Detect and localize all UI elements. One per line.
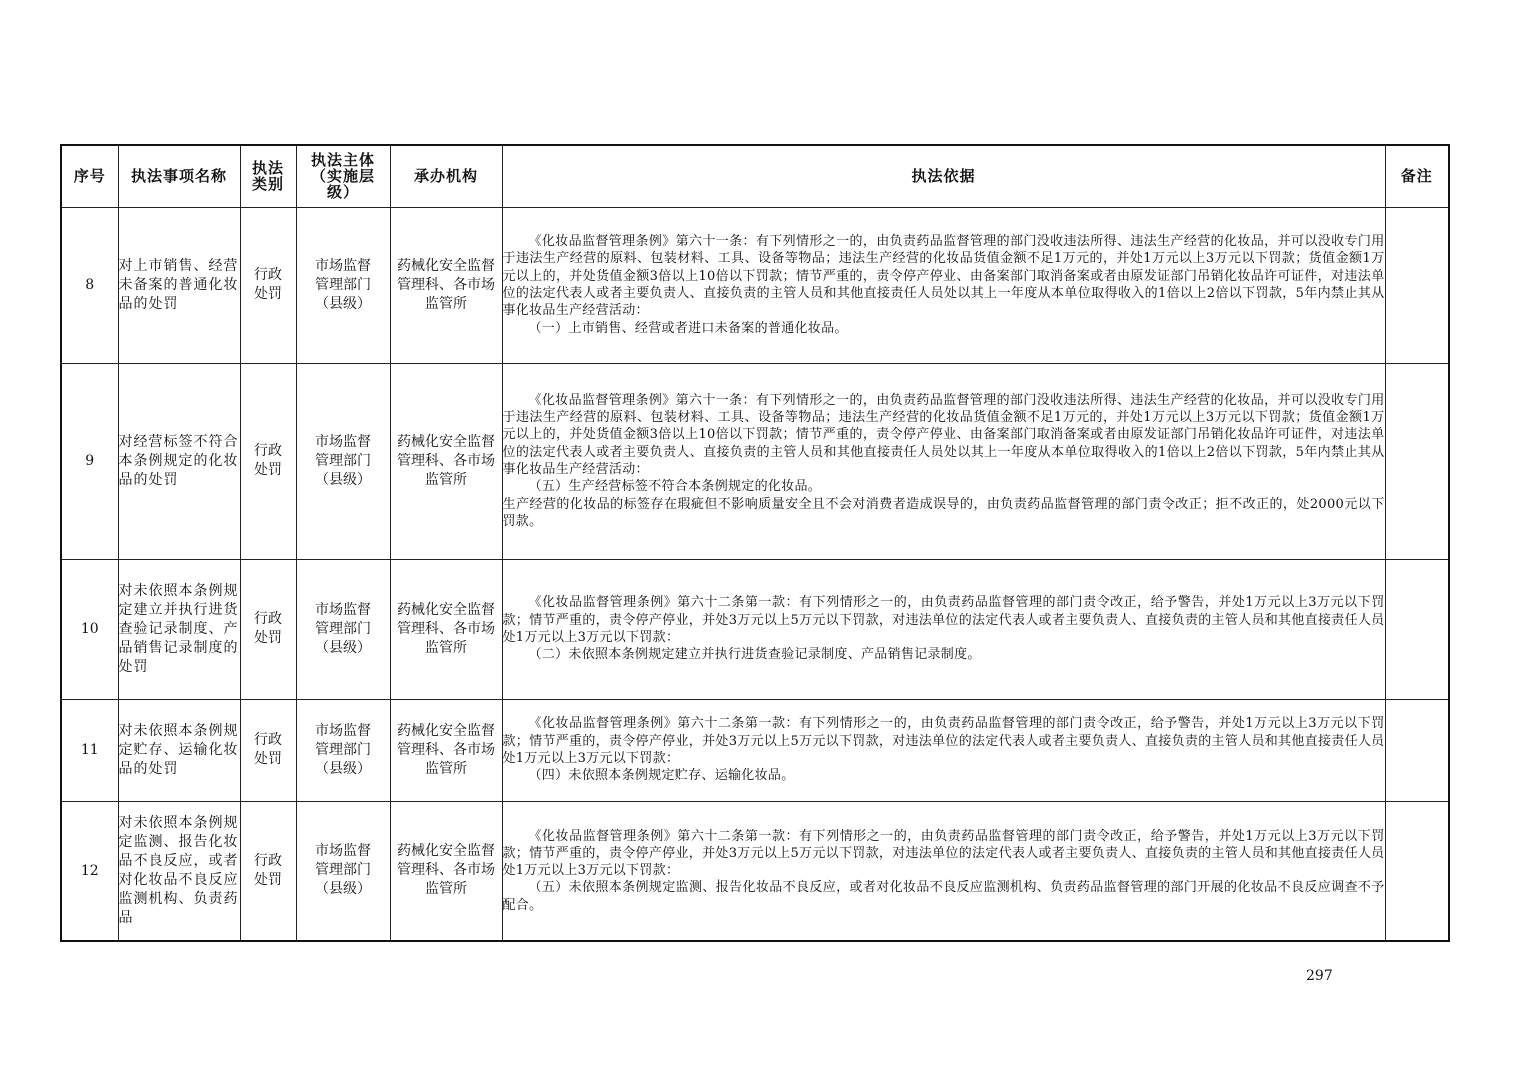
row-agency: 药械化安全监督管理科、各市场监管所: [390, 363, 502, 559]
table-row: [61, 559, 1449, 699]
row-basis: [502, 207, 1385, 363]
header-subject: 执法主体（实施层级）: [296, 145, 390, 207]
basis-paragraph: 《化妆品监督管理条例》第六十二条第一款：有下列情形之一的，由负责药品监督管理的部门责令改正，给予警告，并处1万元以上3万元以下罚款；情节严重的，责令停产停业，并处3万元以上5万元以下罚款，对违法单位的法定代表人或者主要负责人、直接负责的主管人员和其他直接责任人员处1万元以上3万元以下罚款：: [502, 828, 1385, 879]
row-basis: [502, 699, 1385, 801]
row-item-name: 对未依照本条例规定建立并执行进货查验记录制度、产品销售记录制度的处罚: [118, 559, 240, 699]
row-item-name: 对未依照本条例规定监测、报告化妆品不良反应，或者对化妆品不良反应监测机构、负责药品: [118, 801, 240, 941]
row-item-name: 对未依照本条例规定贮存、运输化妆品的处罚: [118, 699, 240, 801]
page-number: 297: [1306, 968, 1333, 984]
row-seq: 8: [61, 207, 118, 363]
row-agency: 药械化安全监督管理科、各市场监管所: [390, 207, 502, 363]
basis-paragraph: （五）未依照本条例规定监测、报告化妆品不良反应，或者对化妆品不良反应监测机构、负责药品监督管理的部门开展的化妆品不良反应调查不予配合。: [502, 880, 1385, 913]
header-name: 执法事项名称: [118, 145, 240, 207]
row-seq: 12: [61, 801, 118, 941]
basis-paragraph: （五）生产经营标签不符合本条例规定的化妆品。: [528, 479, 822, 495]
row-subject: 市场监督管理部门（县级）: [296, 363, 390, 559]
row-seq: 10: [61, 559, 118, 699]
row-agency: 药械化安全监督管理科、各市场监管所: [390, 559, 502, 699]
row-remarks: [1385, 801, 1449, 941]
basis-paragraph: （一）上市销售、经营或者进口未备案的普通化妆品。: [528, 320, 848, 336]
basis-paragraph: 生产经营的化妆品的标签存在瑕疵但不影响质量安全且不会对消费者造成误导的，由负责药品监督管理的部门责令改正；拒不改正的，处2000元以下罚款。: [502, 496, 1385, 529]
row-item-name: 对上市销售、经营未备案的普通化妆品的处罚: [118, 207, 240, 363]
header-remarks: 备注: [1385, 145, 1449, 207]
enforcement-items-table: [60, 144, 1450, 942]
row-subject: 市场监督管理部门（县级）: [296, 699, 390, 801]
row-seq: 11: [61, 699, 118, 801]
row-basis: [502, 559, 1385, 699]
row-subject: 市场监督管理部门（县级）: [296, 559, 390, 699]
basis-paragraph: 《化妆品监督管理条例》第六十一条：有下列情形之一的，由负责药品监督管理的部门没收违法所得、违法生产经营的化妆品，并可以没收专门用于违法生产经营的原料、包装材料、工具、设备等物品；违法生产经营的化妆品货值金额不足1万元的，并处1万元以上3万元以下罚款；货值金额1万元以上的，并处货值金额3倍以上10倍以下罚款；情节严重的，责令停产停业、由备案部门取消备案或者由原发证部门吊销化妆品许可证件，对违法单位的法定代表人或者主要负责人、直接负责的主管人员和其他直接责任人员处以其上一年度从本单位取得收入的1倍以上2倍以下罚款，5年内禁止其从事化妆品生产经营活动：: [502, 392, 1385, 477]
row-agency: 药械化安全监督管理科、各市场监管所: [390, 801, 502, 941]
row-remarks: [1385, 699, 1449, 801]
basis-paragraph: （四）未依照本条例规定贮存、运输化妆品。: [528, 768, 795, 784]
row-category: 行政处罚: [240, 699, 296, 801]
header-basis: 执法依据: [502, 145, 1385, 207]
row-subject: 市场监督管理部门（县级）: [296, 207, 390, 363]
row-category: 行政处罚: [240, 207, 296, 363]
row-subject: 市场监督管理部门（县级）: [296, 801, 390, 941]
row-remarks: [1385, 363, 1449, 559]
basis-paragraph: （二）未依照本条例规定建立并执行进货查验记录制度、产品销售记录制度。: [528, 647, 981, 663]
table-row: [61, 363, 1449, 559]
table-row: [61, 699, 1449, 801]
row-item-name: 对经营标签不符合本条例规定的化妆品的处罚: [118, 363, 240, 559]
row-category: 行政处罚: [240, 363, 296, 559]
row-basis: [502, 363, 1385, 559]
row-remarks: [1385, 207, 1449, 363]
row-basis: [502, 801, 1385, 941]
basis-paragraph: 《化妆品监督管理条例》第六十一条：有下列情形之一的，由负责药品监督管理的部门没收违法所得、违法生产经营的化妆品，并可以没收专门用于违法生产经营的原料、包装材料、工具、设备等物品；违法生产经营的化妆品货值金额不足1万元的，并处1万元以上3万元以下罚款；货值金额1万元以上的，并处货值金额3倍以上10倍以下罚款；情节严重的，责令停产停业、由备案部门取消备案或者由原发证部门吊销化妆品许可证件，对违法单位的法定代表人或者主要负责人、直接负责的主管人员和其他直接责任人员处以其上一年度从本单位取得收入的1倍以上2倍以下罚款，5年内禁止其从事化妆品生产经营活动：: [502, 234, 1385, 319]
table-row: [61, 801, 1449, 941]
table-header-row: [61, 145, 1449, 207]
header-agency: 承办机构: [390, 145, 502, 207]
row-category: 行政处罚: [240, 559, 296, 699]
basis-paragraph: 《化妆品监督管理条例》第六十二条第一款：有下列情形之一的，由负责药品监督管理的部门责令改正，给予警告，并处1万元以上3万元以下罚款；情节严重的，责令停产停业，并处3万元以上5万元以下罚款，对违法单位的法定代表人或者主要负责人、直接负责的主管人员和其他直接责任人员处1万元以上3万元以下罚款：: [502, 595, 1385, 645]
row-remarks: [1385, 559, 1449, 699]
header-category: 执法类别: [240, 145, 296, 207]
basis-paragraph: 《化妆品监督管理条例》第六十二条第一款：有下列情形之一的，由负责药品监督管理的部门责令改正，给予警告，并处1万元以上3万元以下罚款；情节严重的，责令停产停业，并处3万元以上5万元以下罚款，对违法单位的法定代表人或者主要负责人、直接负责的主管人员和其他直接责任人员处1万元以上3万元以下罚款：: [502, 716, 1385, 766]
table-row: [61, 207, 1449, 363]
row-category: 行政处罚: [240, 801, 296, 941]
row-seq: 9: [61, 363, 118, 559]
row-agency: 药械化安全监督管理科、各市场监管所: [390, 699, 502, 801]
header-seq: 序号: [61, 145, 118, 207]
